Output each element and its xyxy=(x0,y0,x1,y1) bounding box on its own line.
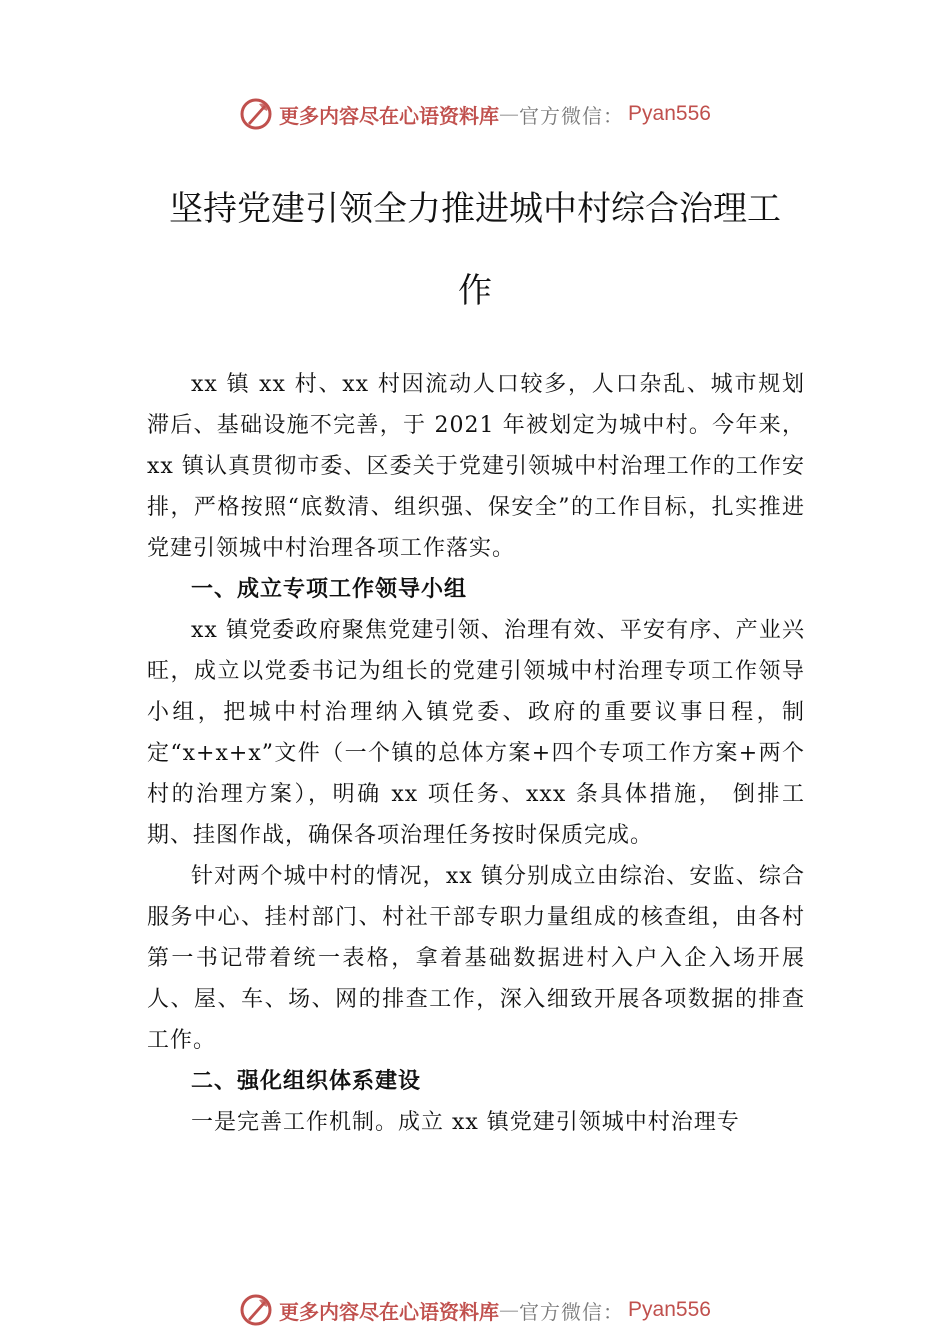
document-body xyxy=(147,364,805,1143)
footer-watermark xyxy=(0,1290,950,1330)
watermark-brand-text: 更多内容尽在心语资料库 xyxy=(279,1299,500,1324)
section-heading-2: 二、强化组织体系建设 xyxy=(191,1069,422,1094)
quill-pen-logo-icon xyxy=(239,97,273,131)
watermark-handle: Pyan556 xyxy=(628,1298,711,1321)
watermark-wechat-label: 官方微信： xyxy=(519,103,625,128)
body-paragraph-intro: xx 镇 xx 村、xx 村因流动人口较多，人口杂乱、城市规划滞后、基础设施不完善，于 2021 年被划定为城中村。今年来，xx 镇认真贯彻市委、区委关于党建引领城中村治理工作的工作安排，严格按照“底数清、组织强、保安全”的工作目标，扎实推进党建引领城中村治理各项工作落实。 xyxy=(147,372,805,561)
watermark-wechat-label: 官方微信： xyxy=(519,1299,625,1324)
watermark-dash: — xyxy=(499,102,520,126)
document-title xyxy=(130,168,820,332)
section-heading-1: 一、成立专项工作领导小组 xyxy=(191,577,468,602)
body-paragraph-mechanism: 一是完善工作机制。成立 xx 镇党建引领城中村治理专 xyxy=(191,1110,740,1135)
body-paragraph-leadership: xx 镇党委政府聚焦党建引领、治理有效、平安有序、产业兴旺，成立以党委书记为组长的党建引领城中村治理专项工作领导小组，把城中村治理纳入镇党委、政府的重要议事日程，制定“x+x+x”文件（一个镇的总体方案+四个专项工作方案+两个村的治理方案），明确 xx 项任务、xxx 条具体措施， 倒排工期、挂图作战，确保各项治理任务按时保质完成。 xyxy=(147,618,805,848)
watermark-brand-text: 更多内容尽在心语资料库 xyxy=(279,103,500,128)
document-title-line-2: 作 xyxy=(458,271,492,311)
quill-pen-logo-icon xyxy=(239,1293,273,1327)
watermark-dash: — xyxy=(499,1298,520,1322)
body-paragraph-inspection: 针对两个城中村的情况，xx 镇分别成立由综治、安监、综合服务中心、挂村部门、村社干部专职力量组成的核查组，由各村第一书记带着统一表格，拿着基础数据进村入户入企入场开展人、屋、车、场、网的排查工作，深入细致开展各项数据的排查工作。 xyxy=(147,864,805,1053)
header-watermark xyxy=(0,94,950,134)
watermark-handle: Pyan556 xyxy=(628,102,711,125)
document-title-line-1: 坚持党建引领全力推进城中村综合治理工 xyxy=(169,189,781,229)
